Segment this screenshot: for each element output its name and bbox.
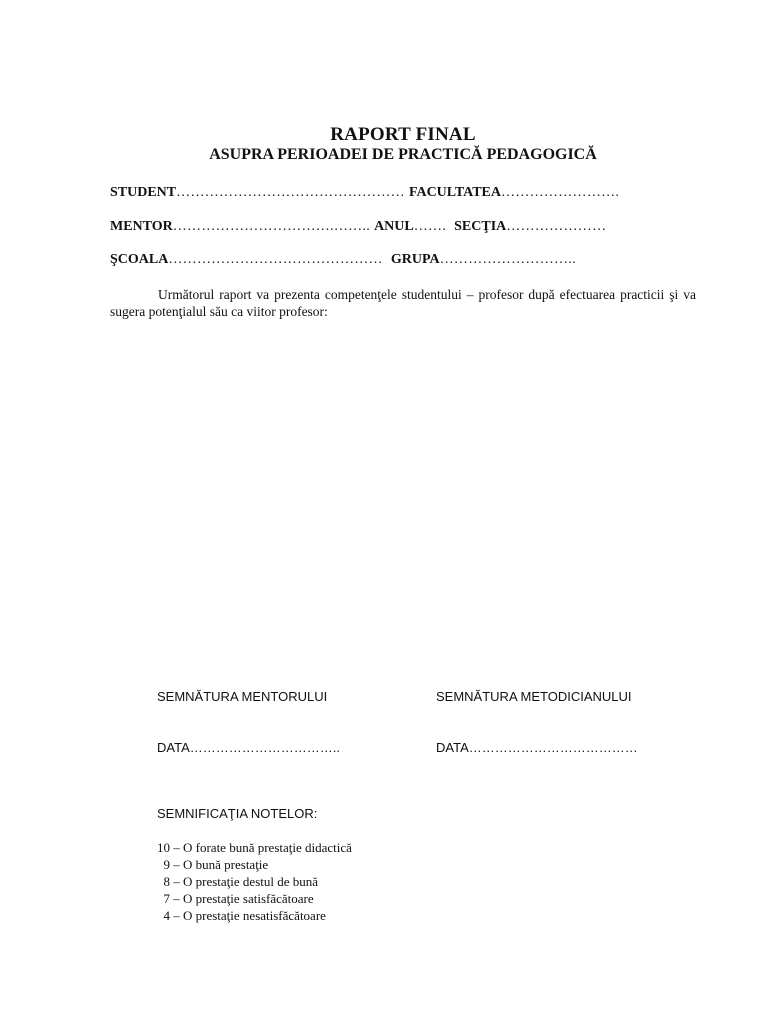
methodician-signature-label: SEMNĂTURA METODICIANULUI — [436, 689, 632, 704]
faculty-field: ……………………. — [501, 185, 620, 200]
legend-item: 8 – O prestaţie destul de bună — [157, 874, 319, 889]
year-field: ……. — [413, 219, 447, 234]
date-right-field: DATA………………………………… — [436, 740, 638, 755]
school-label: ŞCOALA — [110, 252, 169, 267]
date-left-field: DATA…………………………….. — [157, 740, 340, 755]
grades-legend-title: SEMNIFICAŢIA NOTELOR: — [157, 806, 318, 821]
student-field: ………………………………………… — [176, 185, 405, 200]
faculty-label: FACULTATEA — [408, 185, 502, 200]
document-subtitle: ASUPRA PERIOADEI DE PRACTICĂ PEDAGOGICĂ — [209, 146, 597, 163]
school-field: ……………………………………… — [168, 252, 383, 267]
legend-item: 7 – O prestaţie satisfăcătoare — [157, 891, 314, 906]
student-label: STUDENT — [110, 185, 177, 200]
student-faculty-row — [110, 185, 619, 201]
section-label: SECŢIA — [454, 219, 507, 234]
document-title: RAPORT FINAL — [330, 124, 476, 145]
legend-item: 9 – O bună prestaţie — [157, 857, 269, 872]
mentor-signature-label: SEMNĂTURA MENTORULUI — [157, 689, 328, 704]
intro-paragraph: Următorul raport va prezenta competenţele studentului – profesor după efectuarea practicii şi va sugera potenţialul său ca viitor profesor: — [110, 287, 696, 319]
grades-legend-list — [157, 839, 352, 924]
legend-item: 4 – O prestaţie nesatisfăcătoare — [157, 908, 326, 923]
section-field: ………………… — [506, 219, 607, 234]
group-label: GRUPA — [390, 252, 440, 267]
mentor-year-section-row — [110, 219, 606, 235]
group-field: ……………………….. — [439, 252, 576, 267]
mentor-field: …………………………….…….. — [172, 219, 371, 234]
school-group-row — [110, 252, 576, 268]
year-label: ANUL — [374, 219, 414, 234]
mentor-label: MENTOR — [110, 219, 173, 234]
legend-item: 10 – O forate bună prestaţie didactică — [157, 840, 352, 855]
